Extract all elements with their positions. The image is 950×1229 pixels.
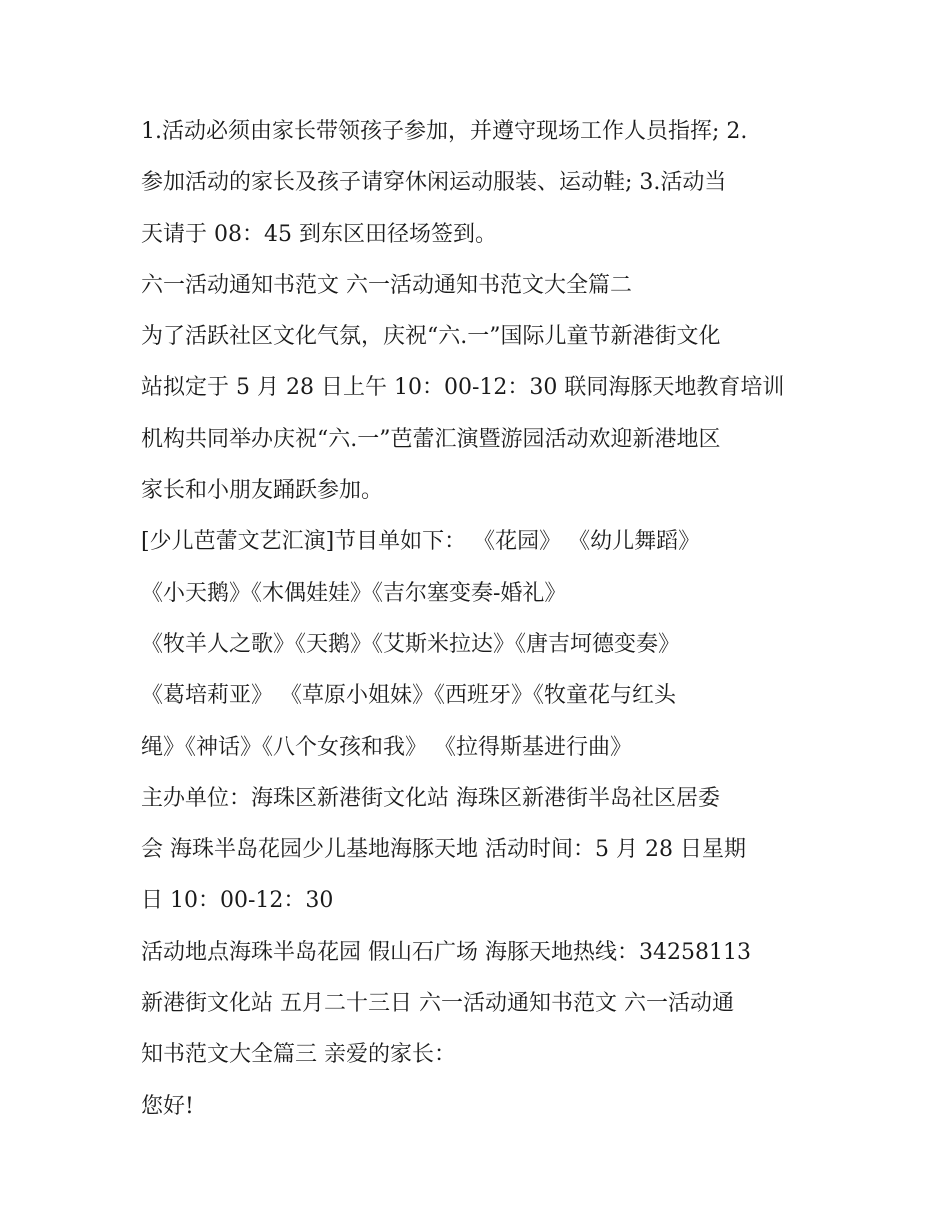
greeting-line: 您好! <box>141 1093 194 1119</box>
program-list-line: 《小天鹅》《木偶娃娃》《吉尔塞变奏-婚礼》 <box>141 580 567 606</box>
organizer-line: 会 海珠半岛花园少儿基地海豚天地 活动时间：5 月 28 日星期 <box>141 837 746 863</box>
program-list-line: 绳》《神话》《八个女孩和我》 《拉得斯基进行曲》 <box>141 734 632 760</box>
program-list-heading: [少儿芭蕾文艺汇演]节目单如下： 《花园》 《幼儿舞蹈》 <box>141 529 701 555</box>
text-line: 参加活动的家长及孩子请穿休闲运动服装、运动鞋; 3.活动当 <box>141 170 727 196</box>
event-time-line: 日 10：00-12：30 <box>141 888 334 914</box>
program-list-line: 《牧羊人之歌》《天鹅》《艾斯米拉达》《唐吉坷德变奏》 <box>141 631 681 657</box>
section-heading: 六一活动通知书范文 六一活动通知书范文大全篇二 <box>141 272 632 298</box>
text-line: 天请于 08：45 到东区田径场签到。 <box>141 221 497 247</box>
text-line: 知书范文大全篇三 亲爱的家长： <box>141 1042 456 1068</box>
organizer-line: 主办单位：海珠区新港街文化站 海珠区新港街半岛社区居委 <box>141 785 720 811</box>
event-location-line: 活动地点海珠半岛花园 假山石广场 海豚天地热线：34258113 <box>141 939 751 965</box>
text-line: 机构共同举办庆祝“六.一”芭蕾汇演暨游园活动欢迎新港地区 <box>141 426 721 452</box>
program-list-line: 《葛培莉亚》 《草原小姐妹》《西班牙》《牧童花与红头 <box>141 683 676 709</box>
text-line: 站拟定于 5 月 28 日上午 10：00-12：30 联同海豚天地教育培训 <box>141 375 785 401</box>
text-line: 新港街文化站 五月二十三日 六一活动通知书范文 六一活动通 <box>141 991 734 1017</box>
text-line: 为了活跃社区文化气氛，庆祝“六.一”国际儿童节新港街文化 <box>141 324 721 350</box>
document-body <box>141 106 821 1132</box>
text-line: 1.活动必须由家长带领孩子参加，并遵守现场工作人员指挥; 2. <box>141 119 748 144</box>
text-line: 家长和小朋友踊跃参加。 <box>141 478 384 504</box>
